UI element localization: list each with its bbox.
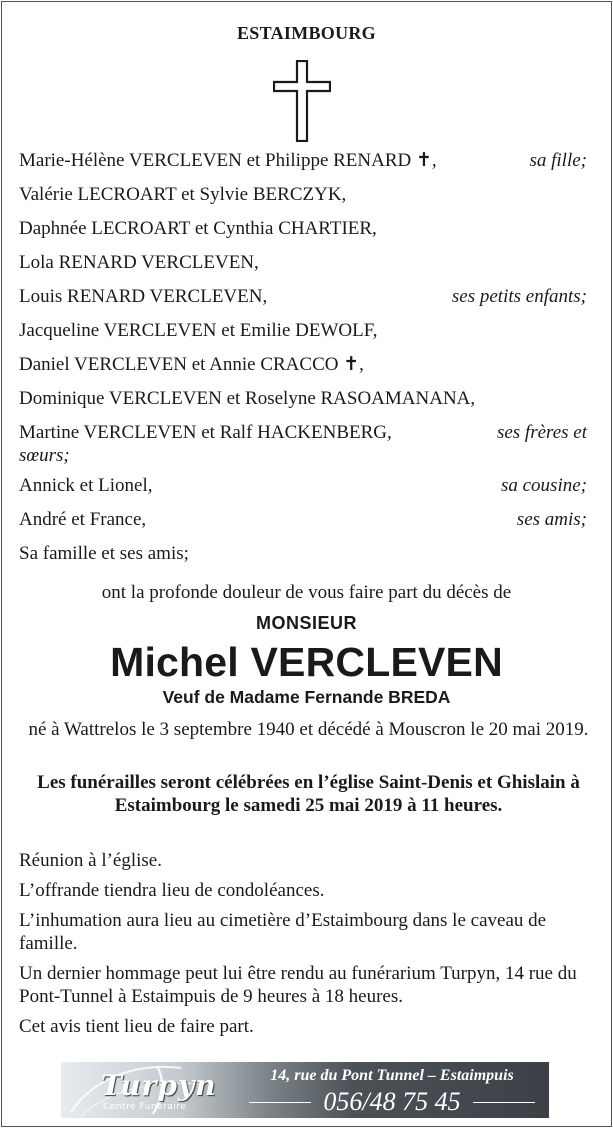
funeral-home-banner <box>61 1062 549 1118</box>
note-paragraph: Cet avis tient lieu de faire part. <box>19 1016 254 1037</box>
phone-rule-right <box>473 1102 535 1103</box>
mourner-relation: ses frères et <box>496 422 587 443</box>
funeral-details: Les funérailles seront célébrées en l’église Saint-Denis et Ghislain à Estaimbourg le samedi 25 mai 2019 à 11 heures. <box>37 772 580 816</box>
cross-icon <box>273 60 331 142</box>
note-paragraph: L’inhumation aura lieu au cimetière d’Estaimbourg dans le caveau de famille. <box>19 910 547 954</box>
deceased-title: MONSIEUR <box>255 613 357 633</box>
mourner-relation: sa cousine; <box>500 475 587 496</box>
obituary-notice <box>1 1 612 1127</box>
phone-rule-left <box>249 1102 311 1103</box>
mourner-names: Dominique VERCLEVEN et Roselyne RASOAMANANA, <box>19 388 476 409</box>
mourner-relation: ses amis; <box>516 509 587 530</box>
mourner-names: Daphnée LECROART et Cynthia CHARTIER, <box>19 218 377 239</box>
mourner-names: André et France, <box>19 509 147 530</box>
mourner-line <box>19 183 587 206</box>
logo-wordmark: Turpyn <box>101 1069 217 1102</box>
place-heading: ESTAIMBOURG <box>237 23 376 43</box>
mourner-names: Daniel VERCLEVEN et Annie CRACCO ✝, <box>19 354 364 375</box>
mourner-relation-continued: sœurs; <box>19 445 70 466</box>
note-paragraph: Réunion à l’église. <box>19 850 162 871</box>
mourner-line <box>19 353 587 376</box>
mourner-line <box>19 149 587 172</box>
funeral-home-phone: 056/48 75 45 <box>323 1087 461 1116</box>
mourner-names: Annick et Lionel, <box>19 475 153 496</box>
mourner-names: Marie-Hélène VERCLEVEN et Philippe RENARD ✝, <box>19 150 437 171</box>
widower-line: Veuf de Madame Fernande BREDA <box>162 687 451 707</box>
mourner-line <box>19 474 587 497</box>
mourner-names: Jacqueline VERCLEVEN et Emilie DEWOLF, <box>19 320 378 341</box>
mourner-line <box>19 421 587 467</box>
mourner-line <box>19 542 587 565</box>
mourner-relation: sa fille; <box>529 150 587 171</box>
mourner-names: Sa famille et ses amis; <box>19 543 189 564</box>
logo-tagline: Centre Funéraire <box>103 1102 187 1112</box>
mourner-line <box>19 387 587 410</box>
mourner-line <box>19 251 587 274</box>
mourner-names: Lola RENARD VERCLEVEN, <box>19 252 259 273</box>
funeral-home-address: 14, rue du Pont Tunnel – Estaimpuis <box>270 1067 514 1084</box>
mourner-line <box>19 285 587 308</box>
mourner-relation: ses petits enfants; <box>451 286 587 307</box>
mourner-names: Louis RENARD VERCLEVEN, <box>19 286 268 307</box>
note-paragraph: Un dernier hommage peut lui être rendu au funérarium Turpyn, 14 rue du Pont-Tunnel à Estaimpuis de 9 heures à 18 heures. <box>19 963 577 1007</box>
mourner-line <box>19 217 587 240</box>
deceased-name: Michel VERCLEVEN <box>110 639 503 685</box>
announcement-intro: ont la profonde douleur de vous faire part du décès de <box>101 582 512 603</box>
practical-notes <box>19 849 594 1045</box>
mourner-line <box>19 319 587 342</box>
birth-death-dates: né à Wattrelos le 3 septembre 1940 et décédé à Mouscron le 20 mai 2019. <box>28 719 589 740</box>
mourner-names: Valérie LECROART et Sylvie BERCZYK, <box>19 184 347 205</box>
mourner-names: Martine VERCLEVEN et Ralf HACKENBERG, <box>19 422 392 443</box>
mourners-list <box>19 149 587 576</box>
note-paragraph: L’offrande tiendra lieu de condoléances. <box>19 880 325 901</box>
mourner-line <box>19 508 587 531</box>
